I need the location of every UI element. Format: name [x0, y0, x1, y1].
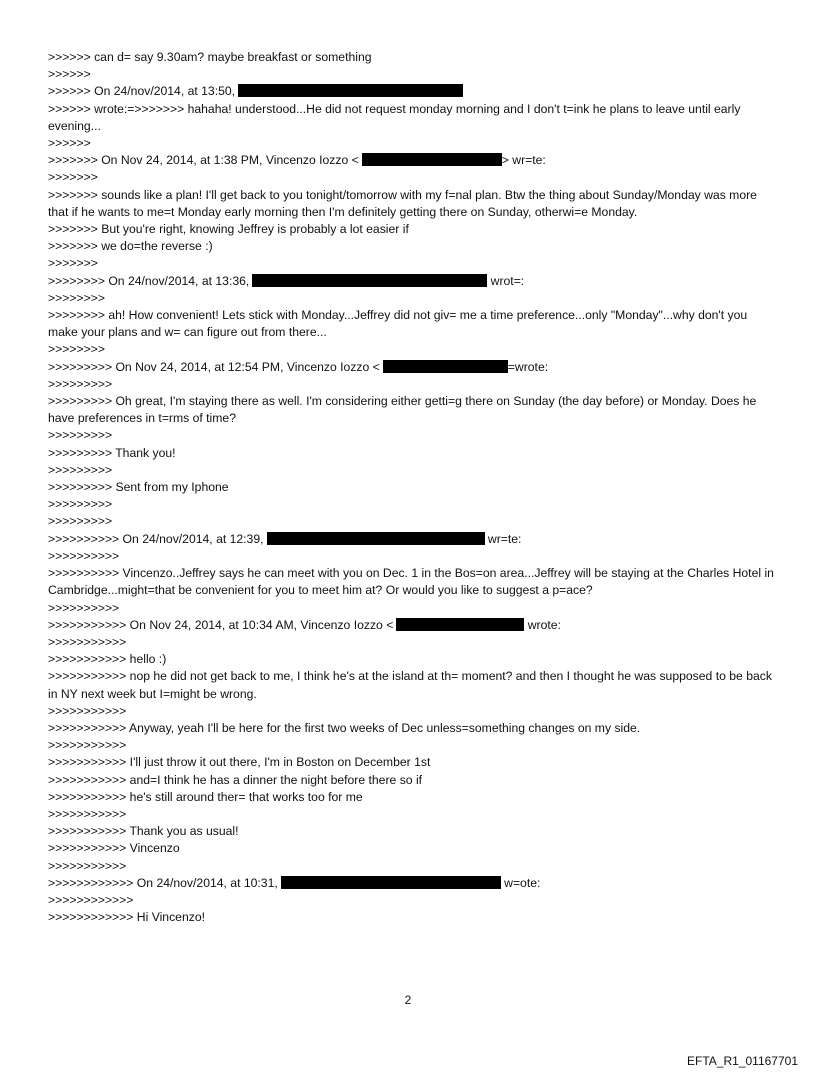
email-line	[48, 531, 778, 548]
line-text: >>>>>>> On Nov 24, 2014, at 1:38 PM, Vincenzo Iozzo <	[48, 153, 359, 168]
email-line	[48, 66, 778, 83]
email-line	[48, 290, 778, 307]
line-text: >>>>>>>>>>>	[48, 634, 127, 649]
line-text: >>>>>>>>>>> On Nov 24, 2014, at 10:34 AM, Vincenzo Iozzo <	[48, 617, 394, 632]
email-line	[48, 393, 778, 427]
email-line	[48, 427, 778, 444]
email-line	[48, 617, 778, 634]
line-text: >>>>>>>>>>> Vincenzo	[48, 841, 180, 856]
line-text: >>>>>>>> On 24/nov/2014, at 13:36,	[48, 273, 250, 288]
email-line	[48, 376, 778, 393]
line-text: >>>>>>> we do=the reverse :)	[48, 239, 213, 254]
email-line	[48, 83, 778, 100]
email-line	[48, 634, 778, 651]
line-text: >>>>>>>	[48, 170, 98, 185]
line-text: >>>>>>>>>	[48, 376, 113, 391]
line-text: >>>>>>>>>>>	[48, 703, 127, 718]
line-text: >>>>>>>>>	[48, 514, 113, 529]
line-text: >>>>>>>>	[48, 290, 105, 305]
line-text: >>>>>>> sounds like a plan! I'll get back to you tonight/tomorrow with my f=nal plan. Btw the thing about Sunday/Monday was more that if he wants to me=t Monday early morning then I'm definitely getting there on Sunday, otherwi=e Monday.	[48, 187, 757, 219]
email-line	[48, 668, 778, 702]
email-line	[48, 221, 778, 238]
email-line	[48, 548, 778, 565]
line-text-suffix: wrote:	[524, 617, 561, 632]
redaction-bar	[281, 876, 501, 889]
email-line	[48, 737, 778, 754]
line-text: >>>>>>>>>>>	[48, 738, 127, 753]
line-text: >>>>>>>>>>> Anyway, yeah I'll be here for the first two weeks of Dec unless=something changes on my side.	[48, 720, 641, 735]
email-line	[48, 445, 778, 462]
email-line	[48, 341, 778, 358]
line-text: >>>>>>>> ah! How convenient! Lets stick with Monday...Jeffrey did not giv= me a time preference...only "Monday"...why don't you make your plans and w= can figure out from there...	[48, 308, 748, 340]
email-line	[48, 135, 778, 152]
line-text: >>>>>>>>>>>>	[48, 892, 134, 907]
line-text: >>>>>> can d= say 9.30am? maybe breakfast or something	[48, 50, 372, 64]
email-line	[48, 720, 778, 737]
email-line	[48, 823, 778, 840]
line-text: >>>>>>>	[48, 256, 98, 271]
email-line	[48, 789, 778, 806]
line-text-suffix: wrot=:	[487, 273, 525, 288]
email-line	[48, 754, 778, 771]
line-text: >>>>>>>>>> On 24/nov/2014, at 12:39,	[48, 531, 264, 546]
email-line	[48, 600, 778, 617]
email-line	[48, 806, 778, 823]
email-line	[48, 359, 778, 376]
line-text: >>>>>>	[48, 67, 91, 82]
redaction-bar	[396, 618, 524, 631]
email-line	[48, 892, 778, 909]
line-text: >>>>>>>>>>> and=I think he has a dinner the night before there so if	[48, 772, 423, 787]
redaction-bar	[362, 153, 502, 166]
line-text: >>>>>>>>>>> Thank you as usual!	[48, 824, 239, 839]
line-text: >>>>>>>>>>> hello :)	[48, 652, 167, 667]
line-text: >>>>>>>>>> Vincenzo..Jeffrey says he can meet with you on Dec. 1 in the Bos=on area...Jeffrey will be staying at the Charles Hotel in Cambridge...might=that be convenient for you to meet him at? Or would you like to suggest a p=ace?	[48, 566, 774, 598]
email-line	[48, 49, 778, 66]
email-line	[48, 152, 778, 169]
line-text: >>>>>>>>>>> he's still around ther= that works too for me	[48, 789, 363, 804]
line-text: >>>>>>>>>	[48, 462, 113, 477]
redaction-bar	[252, 274, 487, 287]
line-text-suffix: w=ote:	[500, 875, 541, 890]
line-text: >>>>>>>>>>	[48, 600, 120, 615]
email-line	[48, 840, 778, 857]
email-thread-body	[48, 49, 778, 926]
line-text: >>>>>>> But you're right, knowing Jeffrey is probably a lot easier if	[48, 222, 409, 237]
email-line	[48, 703, 778, 720]
line-text: >>>>>>>>> Sent from my Iphone	[48, 480, 229, 495]
email-line	[48, 169, 778, 186]
redaction-bar	[238, 84, 463, 97]
redaction-bar	[267, 532, 485, 545]
email-line	[48, 187, 778, 221]
page-number: 2	[404, 993, 412, 1007]
line-text: >>>>>>>>> Oh great, I'm staying there as well. I'm considering either getti=g there on Sunday (the day before) or Monday. Does he have preferences in t=rms of time?	[48, 394, 757, 426]
email-line	[48, 462, 778, 479]
line-text: >>>>>>>>> Thank you!	[48, 445, 176, 460]
email-line	[48, 909, 778, 926]
redaction-bar	[383, 360, 508, 373]
line-text: >>>>>>>>	[48, 342, 105, 357]
line-text: >>>>>>>>>	[48, 497, 113, 512]
line-text: >>>>>>>>> On Nov 24, 2014, at 12:54 PM, Vincenzo Iozzo <	[48, 359, 380, 374]
email-line	[48, 255, 778, 272]
document-id: EFTA_R1_01167701	[687, 1054, 798, 1068]
email-line	[48, 101, 778, 135]
email-line	[48, 513, 778, 530]
line-text-suffix: > wr=te:	[501, 153, 546, 168]
line-text: >>>>>>	[48, 136, 91, 151]
line-text: >>>>>>>>>>> nop he did not get back to me, I think he's at the island at th= moment? and then I thought he was supposed to be back in NY next week but I=might be wrong.	[48, 669, 772, 701]
email-line	[48, 273, 778, 290]
line-text-suffix: wr=te:	[484, 531, 522, 546]
email-line	[48, 307, 778, 341]
line-text: >>>>>>>>>>> I'll just throw it out there, I'm in Boston on December 1st	[48, 755, 431, 770]
email-line	[48, 772, 778, 789]
line-text-suffix: =wrote:	[507, 359, 549, 374]
email-line	[48, 875, 778, 892]
email-line	[48, 238, 778, 255]
email-line	[48, 651, 778, 668]
line-text: >>>>>>>>>>>	[48, 806, 127, 821]
line-text: >>>>>>>>>>>> Hi Vincenzo!	[48, 910, 205, 925]
line-text: >>>>>>>>>>	[48, 548, 120, 563]
email-line	[48, 479, 778, 496]
email-line	[48, 496, 778, 513]
line-text: >>>>>>>>>>>> On 24/nov/2014, at 10:31,	[48, 875, 278, 890]
line-text: >>>>>>>>>>>	[48, 858, 127, 873]
line-text: >>>>>>>>>	[48, 428, 113, 443]
line-text: >>>>>> wrote:=>>>>>>> hahaha! understood...He did not request monday morning and I don't t=ink he plans to leave until early evening...	[48, 101, 741, 133]
email-line	[48, 565, 778, 599]
line-text: >>>>>> On 24/nov/2014, at 13:50,	[48, 84, 236, 99]
email-line	[48, 858, 778, 875]
